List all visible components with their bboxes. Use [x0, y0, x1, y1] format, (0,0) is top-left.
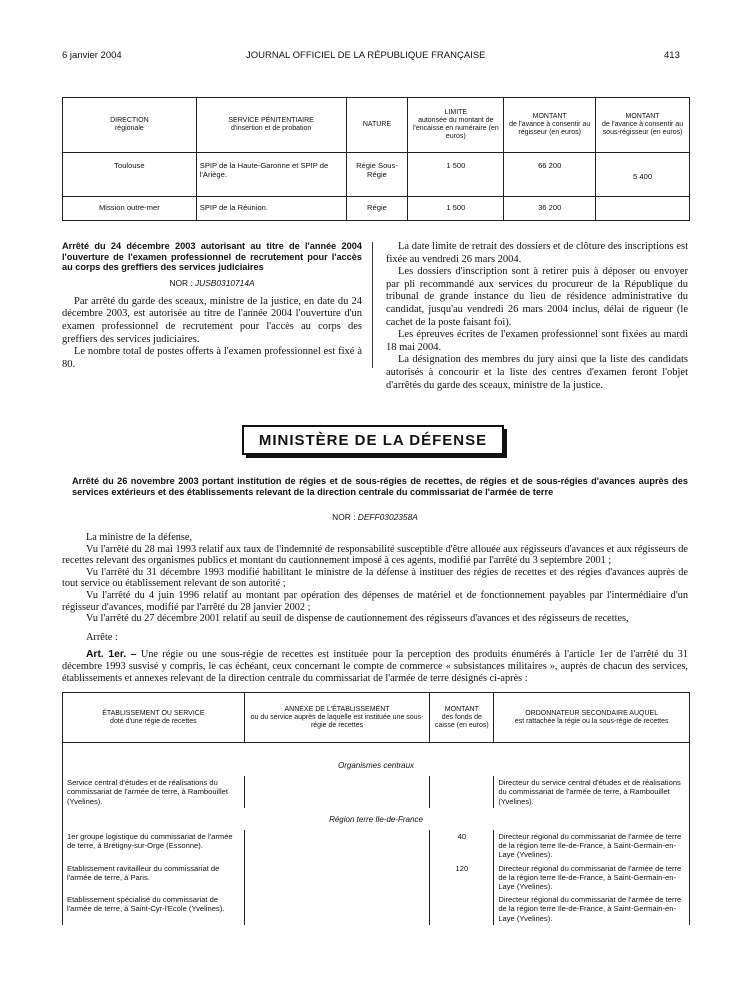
paragraph: Les dossiers d'inscription sont à retirer puis à déposer ou envoyer par pli recommandé aux services du procureur de la République du tribunal de grande instance du lieu de résidence administrative du candidat, jusqu'au vendredi 26 mars 2004 inclus, délai de rigueur (le cachet de la poste faisant foi).: [386, 266, 688, 328]
column-divider: [372, 242, 373, 368]
col-header-service: SERVICE PÉNITENTIAIRE d'insertion et de probation: [196, 98, 346, 153]
table-row: Mission outre-mer SPIP de la Réunion. Régie 1 500 36 200: [63, 197, 690, 221]
paragraph: La date limite de retrait des dossiers et de clôture des inscriptions est fixée au vendredi 26 mars 2004.: [386, 241, 688, 265]
arrete-justice-nor: NOR : JUSB0310714A: [169, 277, 255, 288]
regies-recettes-table: [62, 692, 690, 925]
header-journal-title: JOURNAL OFFICIEL DE LA RÉPUBLIQUE FRANÇAISE: [246, 50, 486, 61]
article-1: Art. 1er. – Une régie ou une sous-régie de recettes est instituée pour la perception des produits énumérés à l'article 1er de l'arrêté du 31 décembre 1993 susvisé y compris, le cas échéant, ceux concernant le compte de commerce « subsistances militaires », auprès de chacun des services, établissements et annexes relevant de la direction centrale du commissariat de l'armée de terre désignés ci-après :: [62, 649, 688, 684]
col-header-nature: NATURE: [346, 98, 408, 153]
table-row: 1er groupe logistique du commissariat de l'armée de terre, à Brétigny-sur-Orge (Essonne). 40 Directeur régional du commissariat de l'armée de terre de la région terre Ile-de-France, à Saint-Germain-en-Laye (Yvelines).: [63, 830, 690, 862]
paragraph: Vu l'arrêté du 27 décembre 2001 relatif au seuil de dispense de cautionnement des régisseurs d'avances et des régisseurs de recettes,: [86, 613, 629, 625]
paragraph: La désignation des membres du jury ainsi que la liste des candidats autorisés à concourir et la liste des centres d'examen feront l'objet d'arrêtés du garde des sceaux, ministre de la justice.: [386, 354, 688, 391]
col-header-etablissement: ÉTABLISSEMENT OU SERVICE doté d'une régie de recettes: [63, 693, 245, 743]
header-date: 6 janvier 2004: [62, 50, 122, 61]
section-row: Organismes centraux: [63, 743, 690, 777]
col-header-limite: LIMITE autorisée du montant de l'encaisse en numéraire (en euros): [408, 98, 504, 153]
page-number: 413: [664, 50, 680, 61]
arrete-justice-right-column: [386, 241, 688, 392]
paragraph: Vu l'arrêté du 4 juin 1996 relatif au montant par opération des dépenses de matériel et de fonctionnement payables par l'intermédiaire d'un régisseur d'avances, modifié par l'arrêté du 28 janvier 2002 ;: [62, 589, 688, 613]
arrete-word: Arrête :: [86, 631, 118, 643]
col-header-ordonnateur: ORDONNATEUR SECONDAIRE AUQUEL est rattachée la régie ou la sous-régie de recettes: [494, 693, 690, 743]
arrete-defense-title: Arrêté du 26 novembre 2003 portant institution de régies et de sous-régies de recettes, de régies et de sous-régies d'avances auprès des services extérieurs et des établissements relevant de la direction centrale du commissariat de l'armée de terre: [72, 476, 688, 497]
arrete-justice-left-column: [62, 241, 362, 371]
col-header-montant-avance: MONTANT de l'avance à consentir au régisseur (en euros): [504, 98, 596, 153]
table-row: Etablissement spécialisé du commissariat de l'armée de terre, à Saint-Cyr-l'Ecole (Yvelines). Directeur régional du commissariat de l'armée de terre de la région terre Ile-de-France, à Saint-Germain-en-Laye (Yvelines).: [63, 893, 690, 925]
paragraph: La ministre de la défense,: [86, 532, 193, 543]
paragraph: Par arrêté du garde des sceaux, ministre de la justice, en date du 24 décembre 2003, est autorisée au titre de l'année 2004 l'ouverture d'un examen professionnel de recrutement pour l'accès au corps des greffiers des services judiciaires.: [62, 295, 362, 345]
table-row: Toulouse SPIP de la Haute-Garonne et SPIP de l'Ariège. Régie Sous-Régie 1 500 66 200 5 400: [63, 153, 690, 197]
paragraph: Les épreuves écrites de l'examen professionnel sont fixées au mardi 18 mai 2004.: [386, 329, 688, 353]
paragraph: Vu l'arrêté du 31 décembre 1993 modifié habilitant le ministre de la défense à instituer des régies de recettes et des régies d'avances auprès de tout service ou établissement relevant de son autorité ;: [62, 566, 688, 590]
paragraph: Le nombre total de postes offerts à l'examen professionnel est fixé à 80.: [62, 346, 362, 370]
ministry-heading: MINISTÈRE DE LA DÉFENSE: [242, 425, 504, 455]
paragraph: Vu l'arrêté du 28 mai 1993 relatif aux taux de l'indemnité de responsabilité susceptible d'être allouée aux régisseurs d'avances et aux régisseurs de recettes relevant des organismes publics et montant du cautionnement imposé à ces agents, modifié par l'arrêté du 3 septembre 2001 ;: [62, 543, 688, 567]
col-header-montant-sous-avance: MONTANT de l'avance à consentir au sous-régisseur (en euros): [596, 98, 690, 153]
col-header-direction: DIRECTION régionale: [63, 98, 197, 153]
arrete-defense-nor: NOR : DEFF0302358A: [332, 512, 418, 522]
table-row: Service central d'études et de réalisations du commissariat de l'armée de terre, à Rambouillet (Yvelines). Directeur du service central d'études et de réalisations du commissariat de l'armée de terre, à Rambouillet (Yvelines).: [63, 776, 690, 808]
arrete-defense-body: [62, 532, 688, 684]
col-header-montant: MONTANT des fonds de caisse (en euros): [430, 693, 494, 743]
table-row: Etablissement ravitailleur du commissariat de l'armée de terre, à Paris. 120 Directeur régional du commissariat de l'armée de terre de la région terre Ile-de-France, à Saint-Germain-en-Laye (Yvelines).: [63, 862, 690, 894]
col-header-annexe: ANNEXE DE L'ÉTABLISSEMENT ou du service auprès de laquelle est instituée une sous-régie de recettes: [244, 693, 430, 743]
section-row: Région terre Ile-de-France: [63, 808, 690, 830]
regie-table: [62, 97, 690, 221]
arrete-justice-title: Arrêté du 24 décembre 2003 autorisant au titre de l'année 2004 l'ouverture de l'examen professionnel de recrutement pour l'accès au corps des greffiers des services judiciaires: [62, 241, 362, 273]
